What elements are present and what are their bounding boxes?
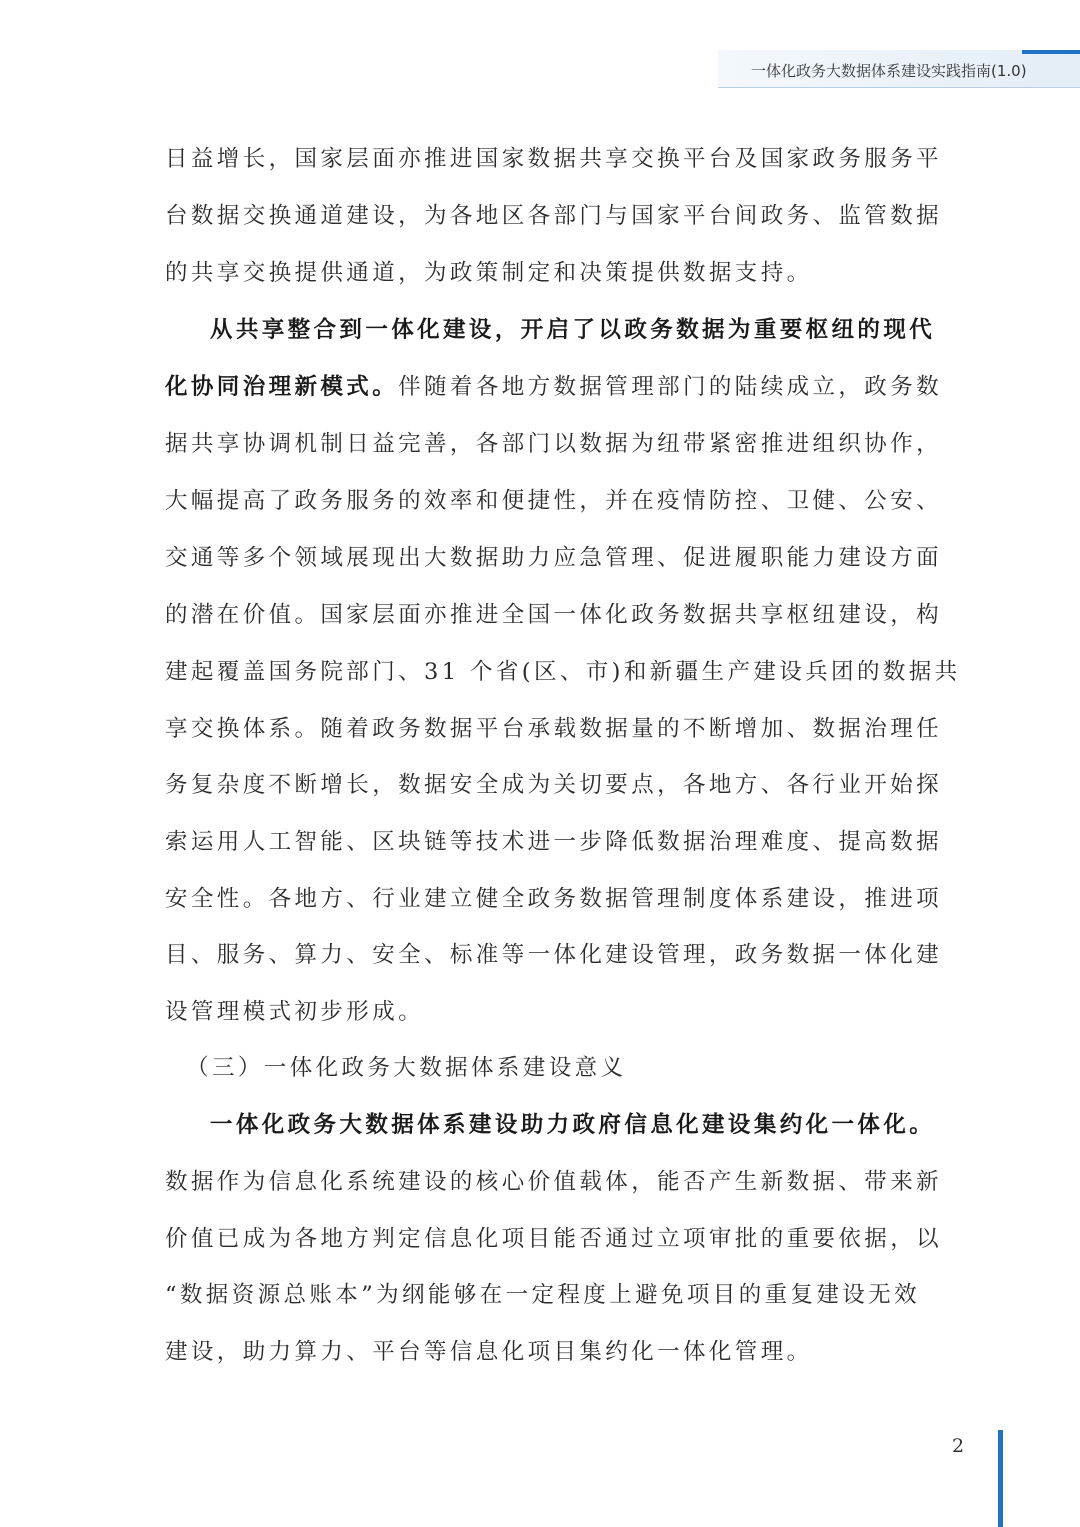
text-segment: 索运用人工智能、区块链等技术进一步降低数据治理难度、提高数据 (165, 829, 943, 855)
text-line (165, 486, 942, 516)
text-line (165, 884, 942, 914)
text-line (165, 770, 942, 800)
text-segment: 伴随着各地方数据管理部门的陆续成立，政务数 (398, 374, 943, 400)
text-segment: 建设，助力算力、平台等信息化项目集约化一体化管理。 (165, 1339, 813, 1365)
text-line (165, 1224, 942, 1254)
text-line (165, 1053, 626, 1083)
text-line (165, 201, 942, 231)
text-line (165, 258, 813, 288)
text-segment: 台数据交换通道建设，为各地区各部门与国家平台间政务、监管数据 (165, 203, 943, 229)
text-segment: 设管理模式初步形成。 (165, 999, 425, 1025)
bold-text-segment: 化协同治理新模式。 (165, 374, 399, 400)
text-line (165, 997, 424, 1027)
header-divider (718, 87, 1080, 88)
bold-text-segment: 从共享整合到一体化建设，开启了以政务数据为重要枢纽的现代 (165, 317, 936, 343)
text-segment: 目、服务、算力、安全、标准等一体化建设管理，政务数据一体化建 (165, 942, 943, 968)
text-segment: 务复杂度不断增长，数据安全成为关切要点，各地方、各行业开始探 (165, 772, 943, 798)
text-segment: 安全性。各地方、行业建立健全政务数据管理制度体系建设，推进项 (165, 886, 943, 912)
text-line (165, 144, 942, 174)
text-segment: 享交换体系。随着政务数据平台承载数据量的不断增加、数据治理任 (165, 716, 943, 742)
text-line (165, 315, 935, 345)
text-segment: 大幅提高了政务服务的效率和便捷性，并在疫情防控、卫健、公安、 (165, 488, 943, 514)
text-line (165, 543, 942, 573)
text-line (165, 827, 942, 857)
text-line (165, 1167, 942, 1197)
text-segment: （三）一体化政务大数据体系建设意义 (165, 1055, 627, 1081)
text-segment: 的共享交换提供通道，为政策制定和决策提供数据支持。 (165, 260, 813, 286)
text-segment: 据共享协调机制日益完善，各部门以数据为纽带紧密推进组织协作， (165, 431, 943, 457)
text-line (165, 600, 942, 630)
text-line (165, 372, 942, 402)
text-line (165, 1110, 935, 1140)
text-line (165, 429, 942, 459)
bold-text-segment: 一体化政务大数据体系建设助力政府信息化建设集约化一体化。 (165, 1112, 936, 1138)
text-segment: 的潜在价值。国家层面亦推进全国一体化政务数据共享枢纽建设，构 (165, 602, 943, 628)
text-segment: 日益增长，国家层面亦推进国家数据共享交换平台及国家政务服务平 (165, 146, 943, 172)
text-line (165, 657, 961, 687)
text-line (165, 940, 942, 970)
text-segment: “数据资源总账本”为纲能够在一定程度上避免项目的重复建设无效 (165, 1282, 921, 1308)
page-number: 2 (952, 1435, 965, 1457)
text-segment: 数据作为信息化系统建设的核心价值载体，能否产生新数据、带来新 (165, 1169, 943, 1195)
text-line (165, 1337, 813, 1367)
running-header-title: 一体化政务大数据体系建设实践指南(1.0) (751, 62, 1027, 80)
text-line (165, 714, 942, 744)
text-line (165, 1280, 920, 1310)
header-accent-bar (1022, 50, 1080, 54)
text-segment: 价值已成为各地方判定信息化项目能否通过立项审批的重要依据，以 (165, 1226, 943, 1252)
text-segment: 建起覆盖国务院部门、31 个省(区、市)和新疆生产建设兵团的数据共 (165, 659, 961, 685)
footer-accent-bar (998, 1430, 1003, 1527)
text-segment: 交通等多个领域展现出大数据助力应急管理、促进履职能力建设方面 (165, 545, 943, 571)
